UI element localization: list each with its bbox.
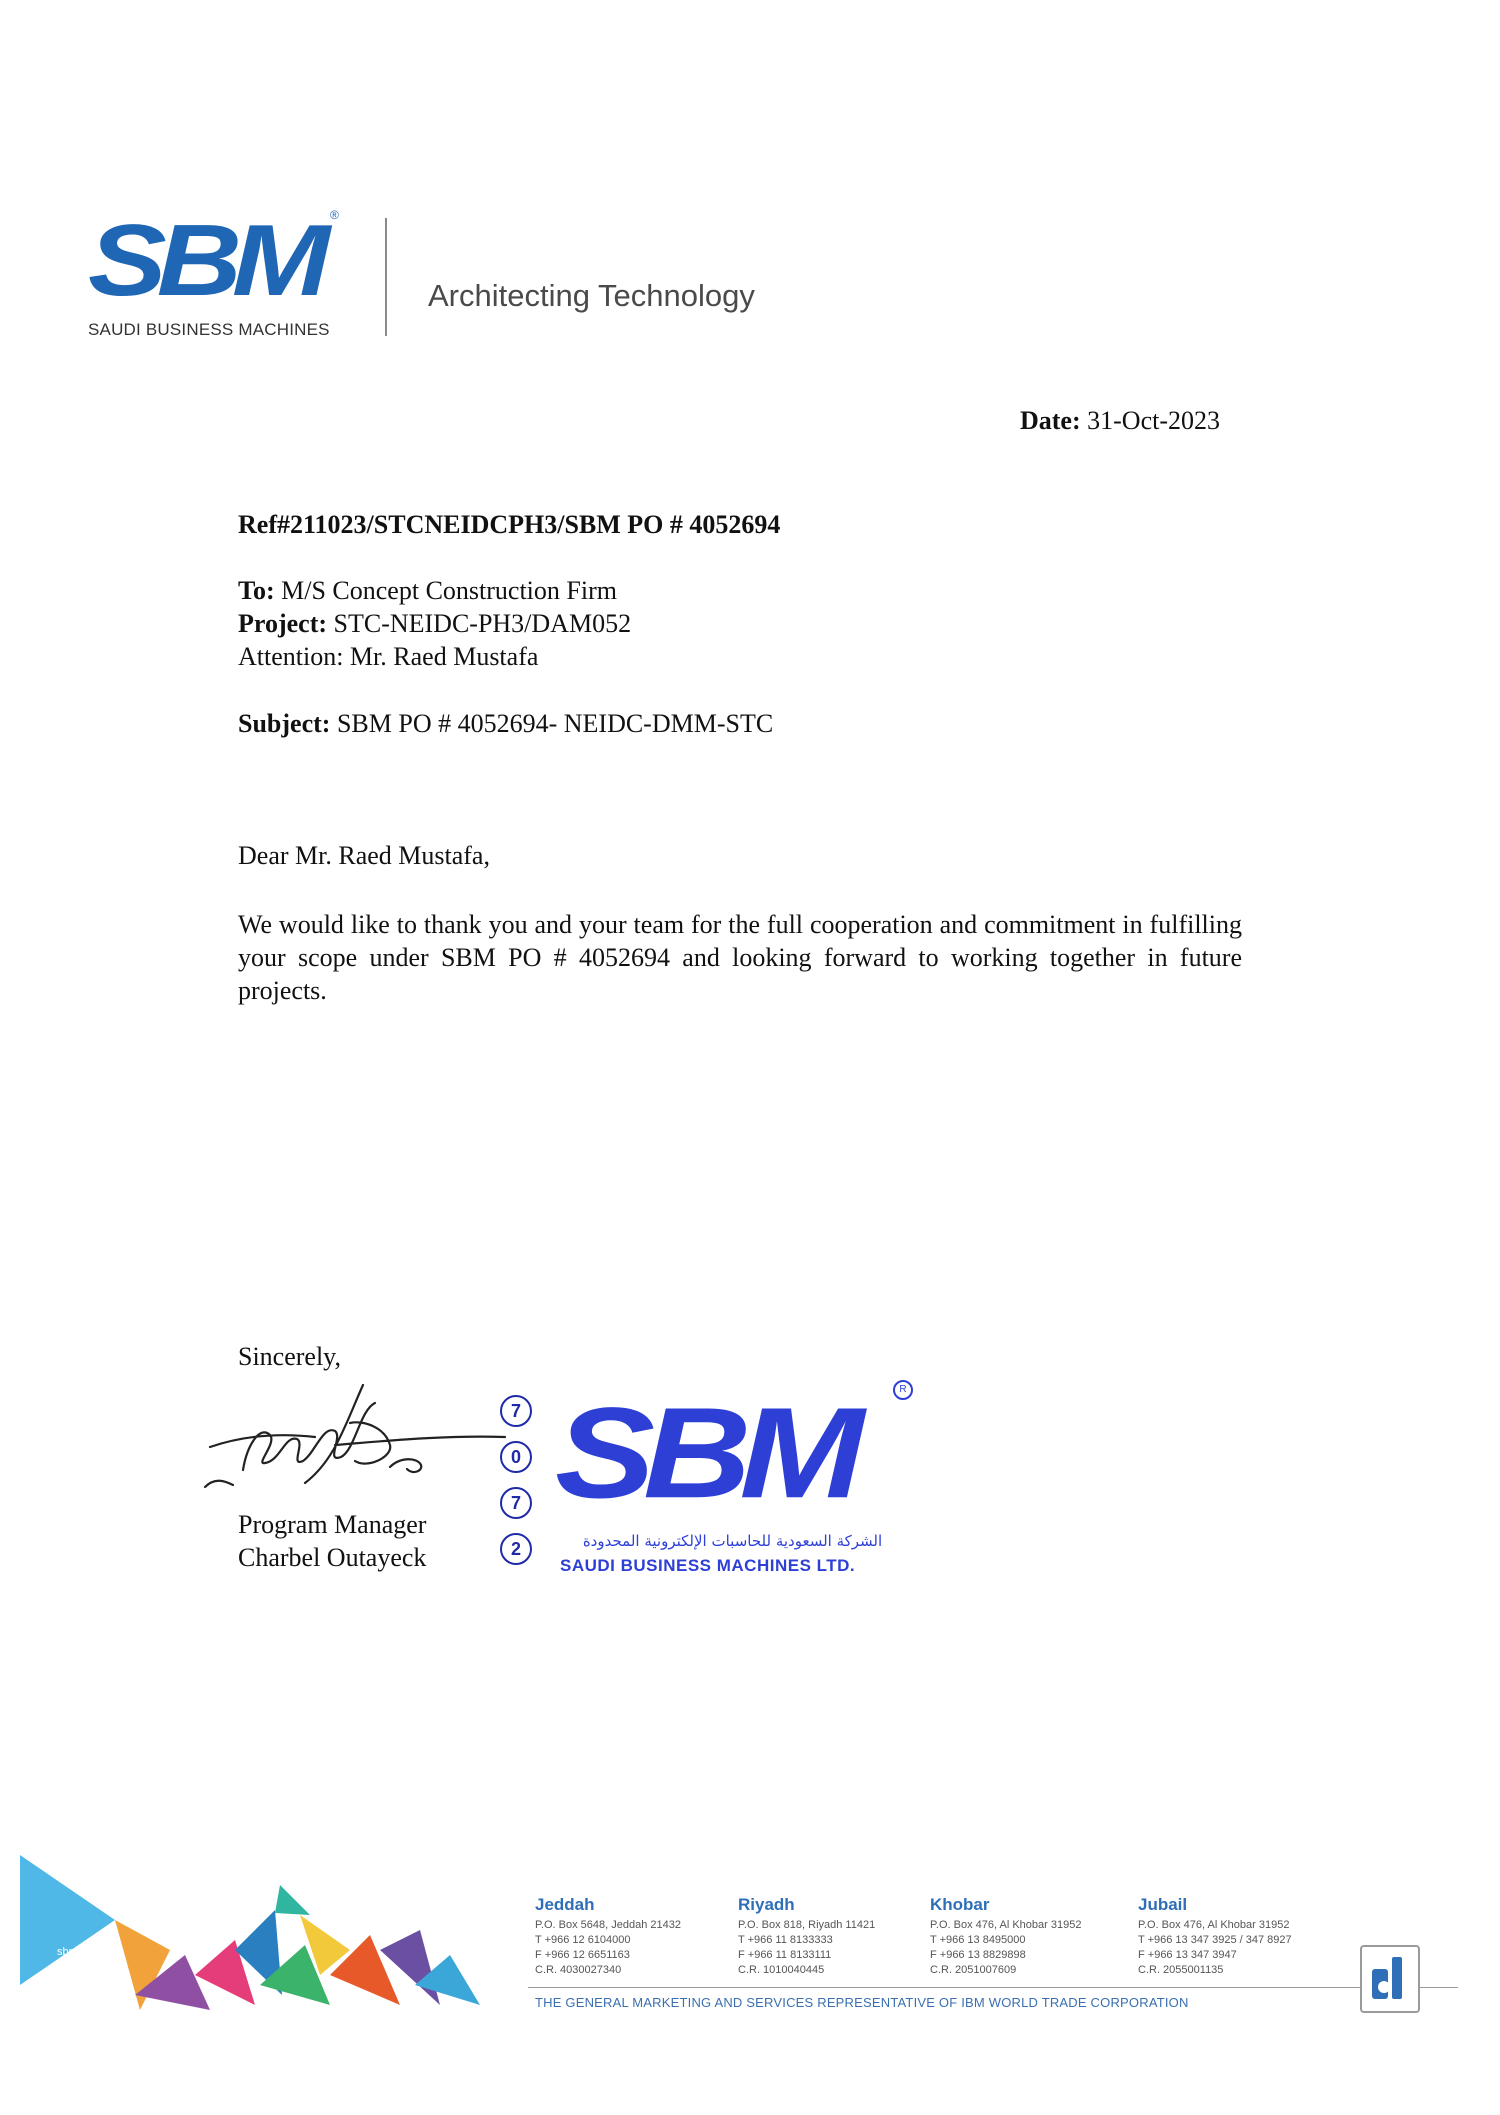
to-label: To:	[238, 576, 275, 605]
stamp-digit: 2	[500, 1533, 532, 1565]
office-line: P.O. Box 818, Riyadh 11421	[738, 1919, 876, 1931]
reference-line: Ref#211023/STCNEIDCPH3/SBM PO # 4052694	[238, 510, 781, 539]
office-line: C.R. 4030027340	[535, 1964, 622, 1976]
subject-label: Subject:	[238, 709, 331, 738]
office-city: Khobar	[930, 1895, 990, 1914]
stamp-logo-text: SBM	[555, 1380, 853, 1525]
registered-mark: ®	[330, 208, 339, 222]
letter-date	[1020, 404, 1220, 437]
handwritten-signature	[185, 1365, 515, 1520]
recipient-line	[238, 574, 617, 607]
footer-divider	[528, 1987, 1458, 1988]
office-line: F +966 11 8133111	[738, 1949, 832, 1961]
office-khobar	[930, 1895, 1081, 1978]
stamp-number-column	[500, 1395, 534, 1579]
stamp-digit: 7	[500, 1487, 532, 1519]
attention-line: Attention: Mr. Raed Mustafa	[238, 642, 539, 671]
salutation: Dear Mr. Raed Mustafa,	[238, 841, 490, 870]
office-line: P.O. Box 5648, Jeddah 21432	[535, 1919, 681, 1931]
stamp-arabic-name: الشركة السعودية للحاسبات الإلكترونية المحدودة	[582, 1532, 883, 1550]
office-line: C.R. 2051007609	[930, 1964, 1017, 1976]
logo-subtitle: SAUDI BUSINESS MACHINES	[88, 320, 330, 339]
tagline: Architecting Technology	[428, 278, 755, 313]
closing: Sincerely,	[238, 1342, 341, 1371]
date-label: Date:	[1020, 406, 1081, 435]
office-line: F +966 13 347 3947	[1138, 1949, 1237, 1961]
office-line: T +966 11 8133333	[738, 1934, 833, 1946]
office-line: P.O. Box 476, Al Khobar 31952	[1138, 1919, 1290, 1931]
office-line: T +966 12 6104000	[535, 1934, 631, 1946]
stamp-registered-mark: R	[893, 1380, 913, 1400]
subject-value: SBM PO # 4052694- NEIDC-DMM-STC	[336, 709, 774, 738]
office-city: Jubail	[1138, 1895, 1188, 1914]
office-city: Riyadh	[738, 1895, 795, 1914]
project-value: STC-NEIDC-PH3/DAM052	[333, 609, 632, 638]
office-line: F +966 12 6651163	[535, 1949, 630, 1961]
sbm-logo-text: SBM	[88, 203, 321, 318]
office-city: Jeddah	[535, 1895, 595, 1914]
date-value: 31-Oct-2023	[1087, 406, 1220, 435]
to-value: M/S Concept Construction Firm	[281, 576, 617, 605]
office-line: P.O. Box 476, Al Khobar 31952	[930, 1919, 1082, 1931]
office-line: C.R. 2055001135	[1138, 1964, 1224, 1976]
signatory-name: Charbel Outayeck	[238, 1543, 427, 1572]
stamp-digit: 0	[500, 1441, 532, 1473]
office-line: T +966 13 347 3925 / 347 8927	[1138, 1934, 1292, 1946]
stamp-digit: 7	[500, 1395, 532, 1427]
project-label: Project:	[238, 609, 328, 638]
footer-website: sbm.sa	[57, 1946, 93, 1958]
office-line: F +966 13 8829898	[930, 1949, 1026, 1961]
office-jeddah	[535, 1895, 681, 1978]
project-line	[238, 607, 631, 640]
footer-ibm-note: THE GENERAL MARKETING AND SERVICES REPRESENTATIVE OF IBM WORLD TRADE CORPORATION	[535, 1995, 1189, 2010]
office-line: C.R. 1010040445	[738, 1964, 825, 1976]
office-jubail	[1138, 1895, 1292, 1978]
footer-triangle-art	[20, 1855, 490, 2015]
office-line: T +966 13 8495000	[930, 1934, 1026, 1946]
signatory-title: Program Manager	[238, 1510, 427, 1539]
subject-line	[238, 707, 773, 740]
office-riyadh	[738, 1895, 875, 1978]
ibm-representative-icon	[1360, 1945, 1420, 2013]
letter-body: We would like to thank you and your team for the full cooperation and commitment in fulfilling your scope under SBM PO # 4052694 and looking forward to working together in future projects.	[238, 910, 1242, 1005]
stamp-english-name: SAUDI BUSINESS MACHINES LTD.	[560, 1556, 856, 1575]
header-divider	[385, 218, 387, 336]
